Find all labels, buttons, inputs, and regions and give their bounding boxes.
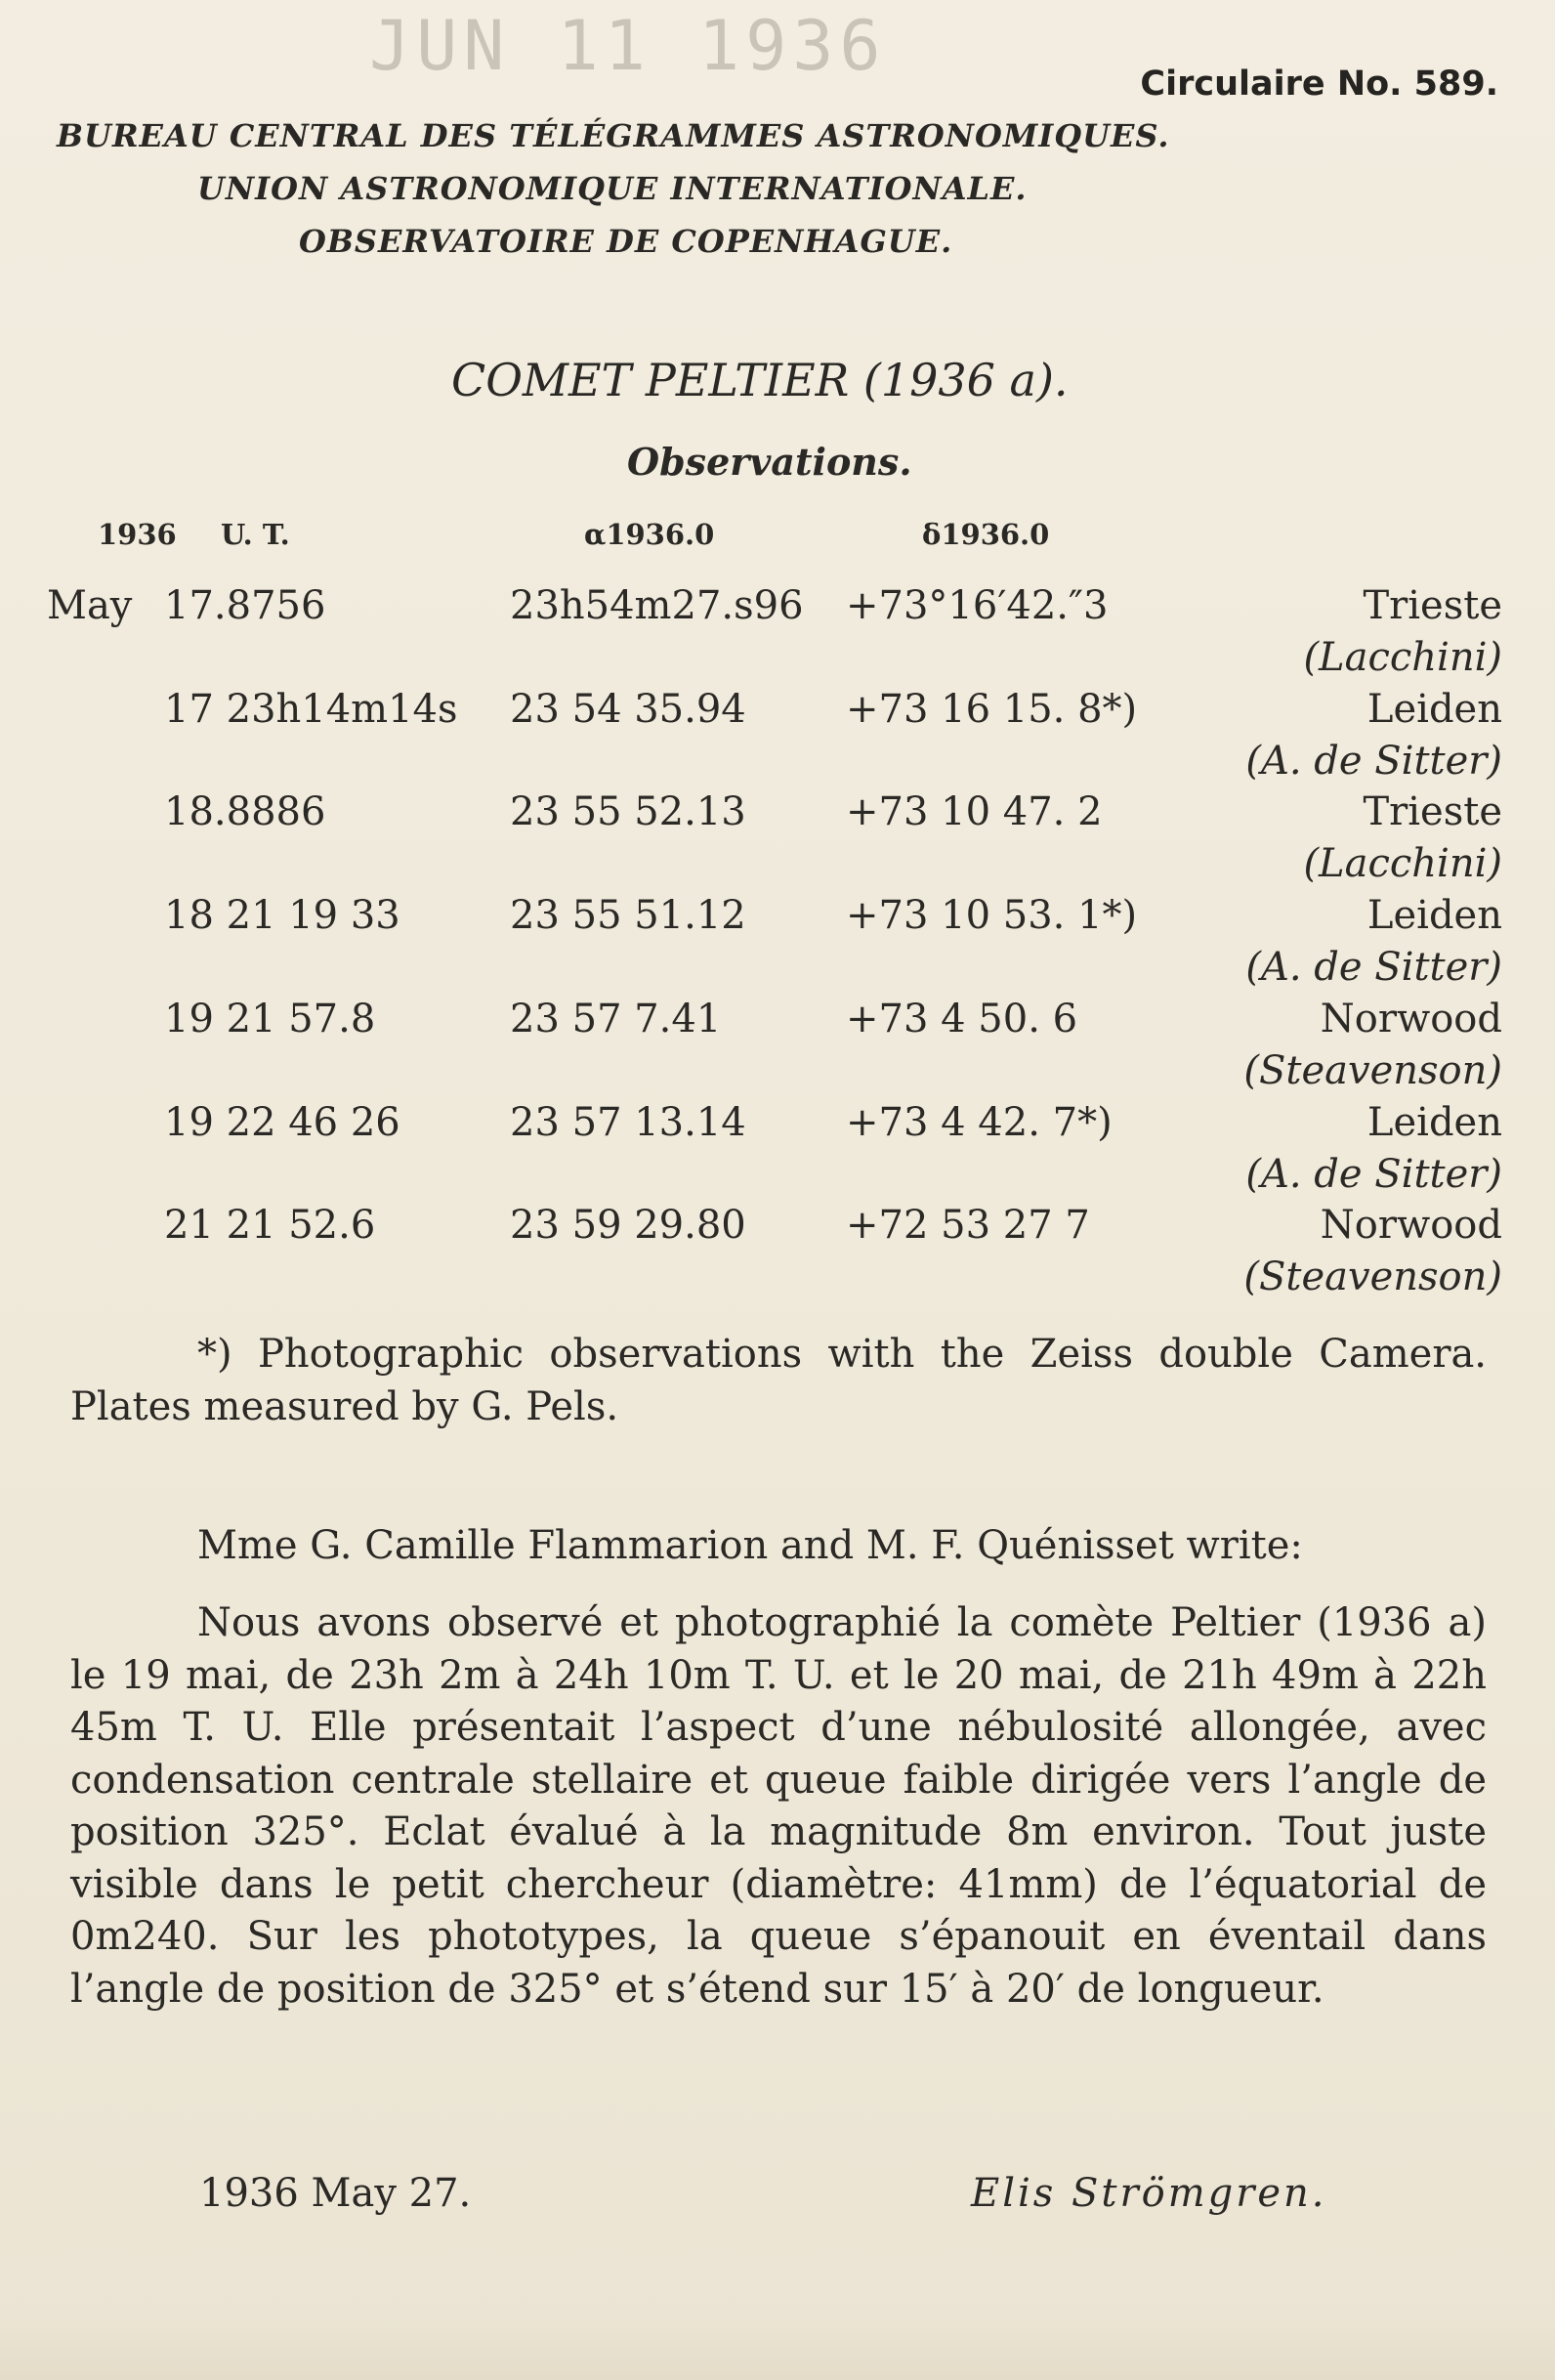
column-dec: δ1936.0 <box>922 518 1050 551</box>
column-year: 1936 <box>98 518 177 551</box>
row-dec: +73 4 50. 6 <box>846 997 1078 1041</box>
row-observatory: Trieste <box>1363 789 1502 834</box>
footnote: *) Photographic observations with the Zeiss double Camera. Plates measured by G. Pels. <box>70 1332 1487 1429</box>
paper-edge-shadow <box>0 2321 1555 2380</box>
row-ra: 23 55 52.13 <box>510 789 746 834</box>
row-observer: (Steavenson) <box>1243 1254 1502 1299</box>
row-ra: 23 57 13.14 <box>510 1100 746 1145</box>
row-observatory: Norwood <box>1320 997 1502 1041</box>
comet-title: COMET PELTIER (1936 a). <box>451 354 1069 406</box>
column-ra: α1936.0 <box>584 518 715 551</box>
header-bureau: BUREAU CENTRAL DES TÉLÉGRAMMES ASTRONOMIQUES. <box>57 117 1170 154</box>
issue-date: 1936 May 27. <box>199 2171 472 2216</box>
row-dec: +72 53 27 7 <box>846 1203 1090 1248</box>
row-ra: 23 57 7.41 <box>510 997 722 1041</box>
row-dec: +73 16 15. 8*) <box>846 687 1138 732</box>
row-dec: +73 10 47. 2 <box>846 789 1103 834</box>
column-ut: U. T. <box>221 518 290 551</box>
observations-heading: Observations. <box>627 440 912 484</box>
row-observatory: Trieste <box>1363 583 1502 628</box>
row-date: 17.8756 <box>164 583 326 628</box>
row-ra: 23h54m27.s96 <box>510 583 804 628</box>
report-intro: Mme G. Camille Flammarion and M. F. Quénisset write: <box>197 1523 1303 1568</box>
received-date-stamp: JUN 11 1936 <box>369 6 887 86</box>
row-observatory: Leiden <box>1366 1100 1502 1145</box>
row-observer: (A. de Sitter) <box>1245 945 1502 990</box>
report-body: Nous avons observé et photographié la comète Peltier (1936 a) le 19 mai, de 23h 2m à 24h 10m T. U. et le 20 mai, de 21h 49m à 22h 45m T. U. Elle présentait l’aspect d’une nébulosité allongée, avec condensation centrale stellaire et queue faible dirigée vers l’angle de position 325°. Eclat évalué à la magnitude 8m environ. Tout juste visible dans le petit chercheur (diamètre: 41mm) de l’équatorial de 0m240. Sur les phototypes, la queue s’épanouit en éventail dans l’angle de position de 325° et s’étend sur 15′ à 20′ de longueur. <box>70 1600 1487 2012</box>
circular-number: Circulaire No. 589. <box>1140 64 1498 104</box>
row-date: 19 22 46 26 <box>164 1100 400 1145</box>
row-observatory: Leiden <box>1366 893 1502 938</box>
row-observer: (A. de Sitter) <box>1245 739 1502 784</box>
header-observatory: OBSERVATOIRE DE COPENHAGUE. <box>299 223 953 260</box>
row-ra: 23 55 51.12 <box>510 893 746 938</box>
row-ra: 23 54 35.94 <box>510 687 746 732</box>
row-date: 18 21 19 33 <box>164 893 400 938</box>
row-dec: +73 10 53. 1*) <box>846 893 1138 938</box>
row-dec: +73°16′42.″3 <box>846 583 1109 628</box>
signature: Elis Strömgren. <box>971 2171 1327 2216</box>
row-date: 17 23h14m14s <box>164 687 458 732</box>
row-dec: +73 4 42. 7*) <box>846 1100 1113 1145</box>
row-observer: (Steavenson) <box>1243 1048 1502 1093</box>
row-month: May <box>47 583 133 628</box>
row-observatory: Leiden <box>1366 687 1502 732</box>
row-observer: (Lacchini) <box>1303 841 1502 886</box>
row-date: 19 21 57.8 <box>164 997 376 1041</box>
row-date: 18.8886 <box>164 789 326 834</box>
row-date: 21 21 52.6 <box>164 1203 376 1248</box>
row-ra: 23 59 29.80 <box>510 1203 746 1248</box>
row-observer: (A. de Sitter) <box>1245 1152 1502 1197</box>
row-observatory: Norwood <box>1320 1203 1502 1248</box>
row-observer: (Lacchini) <box>1303 635 1502 680</box>
header-union: UNION ASTRONOMIQUE INTERNATIONALE. <box>197 170 1028 207</box>
